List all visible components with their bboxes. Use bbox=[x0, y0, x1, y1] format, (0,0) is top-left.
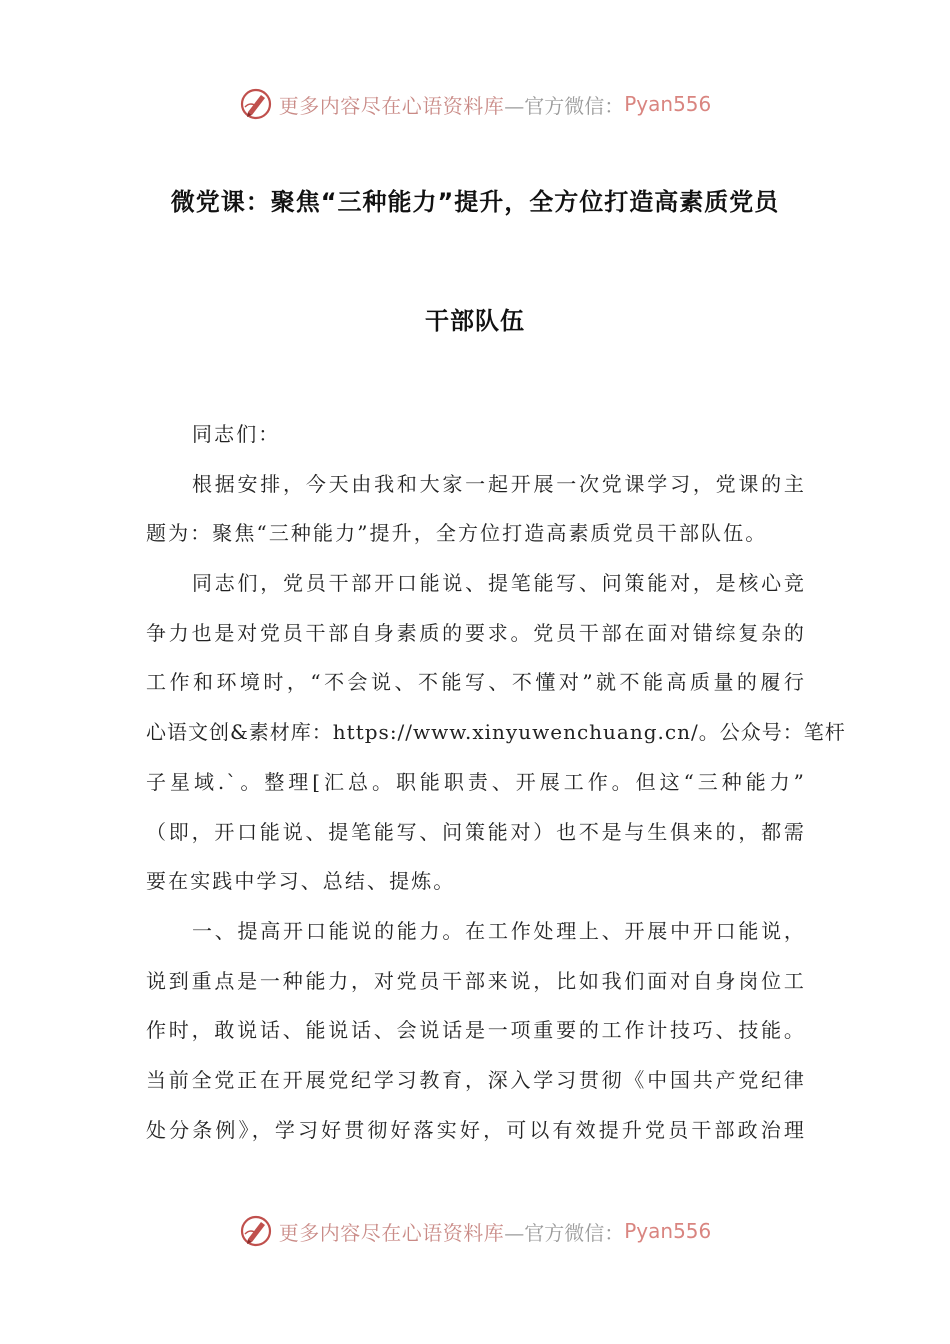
body-line: 作时，敢说话、能说话、会说话是一项重要的工作计技巧、技能。 bbox=[146, 1018, 806, 1043]
body-line: （即，开口能说、提笔能写、问策能对）也不是与生俱来的，都需 bbox=[146, 819, 806, 844]
body-line: 要在实践中学习、总结、提炼。 bbox=[146, 869, 456, 894]
body-line: 子星域.`。整理[汇总。职能职责、开展工作。但这“三种能力” bbox=[146, 769, 806, 794]
banner-wechat-id: Pyan556 bbox=[624, 1219, 712, 1243]
footer-watermark-banner bbox=[0, 1211, 950, 1251]
body-line: 根据安排，今天由我和大家一起开展一次党课学习，党课的主 bbox=[192, 471, 806, 496]
banner-separator: —官方微信： bbox=[504, 1220, 625, 1245]
banner-separator: —官方微信： bbox=[504, 93, 625, 118]
pen-logo-icon bbox=[239, 87, 273, 121]
body-line: 说到重点是一种能力，对党员干部来说，比如我们面对自身岗位工 bbox=[146, 968, 806, 993]
banner-wechat-id: Pyan556 bbox=[624, 92, 712, 116]
pen-logo-icon bbox=[239, 1214, 273, 1248]
document-title-line-2: 干部队伍 bbox=[425, 307, 525, 335]
body-line: 同志们： bbox=[192, 422, 281, 446]
body-line: 同志们，党员干部开口能说、提笔能写、问策能对，是核心竞 bbox=[192, 571, 806, 596]
document-body bbox=[146, 418, 846, 1163]
body-line: 工作和环境时，“不会说、不能写、不懂对”就不能高质量的履行 bbox=[146, 670, 806, 695]
body-line: 争力也是对党员干部自身素质的要求。党员干部在面对错综复杂的 bbox=[146, 620, 806, 645]
body-line: 一、提高开口能说的能力。在工作处理上、开展中开口能说， bbox=[192, 918, 806, 943]
document-title-line-1: 微党课：聚焦“三种能力”提升，全方位打造高素质党员 bbox=[170, 188, 780, 216]
body-line: 题为：聚焦“三种能力”提升，全方位打造高素质党员干部队伍。 bbox=[146, 521, 768, 546]
header-watermark-banner bbox=[0, 84, 950, 124]
body-line: 处分条例》，学习好贯彻好落实好，可以有效提升党员干部政治理 bbox=[146, 1117, 806, 1142]
banner-text: 更多内容尽在心语资料库 bbox=[278, 1220, 505, 1245]
banner-text: 更多内容尽在心语资料库 bbox=[278, 93, 505, 118]
body-line: 心语文创&素材库：https://www.xinyuwenchuang.cn/。公众号：笔杆 bbox=[146, 720, 846, 745]
body-line: 当前全党正在开展党纪学习教育，深入学习贯彻《中国共产党纪律 bbox=[146, 1067, 806, 1092]
